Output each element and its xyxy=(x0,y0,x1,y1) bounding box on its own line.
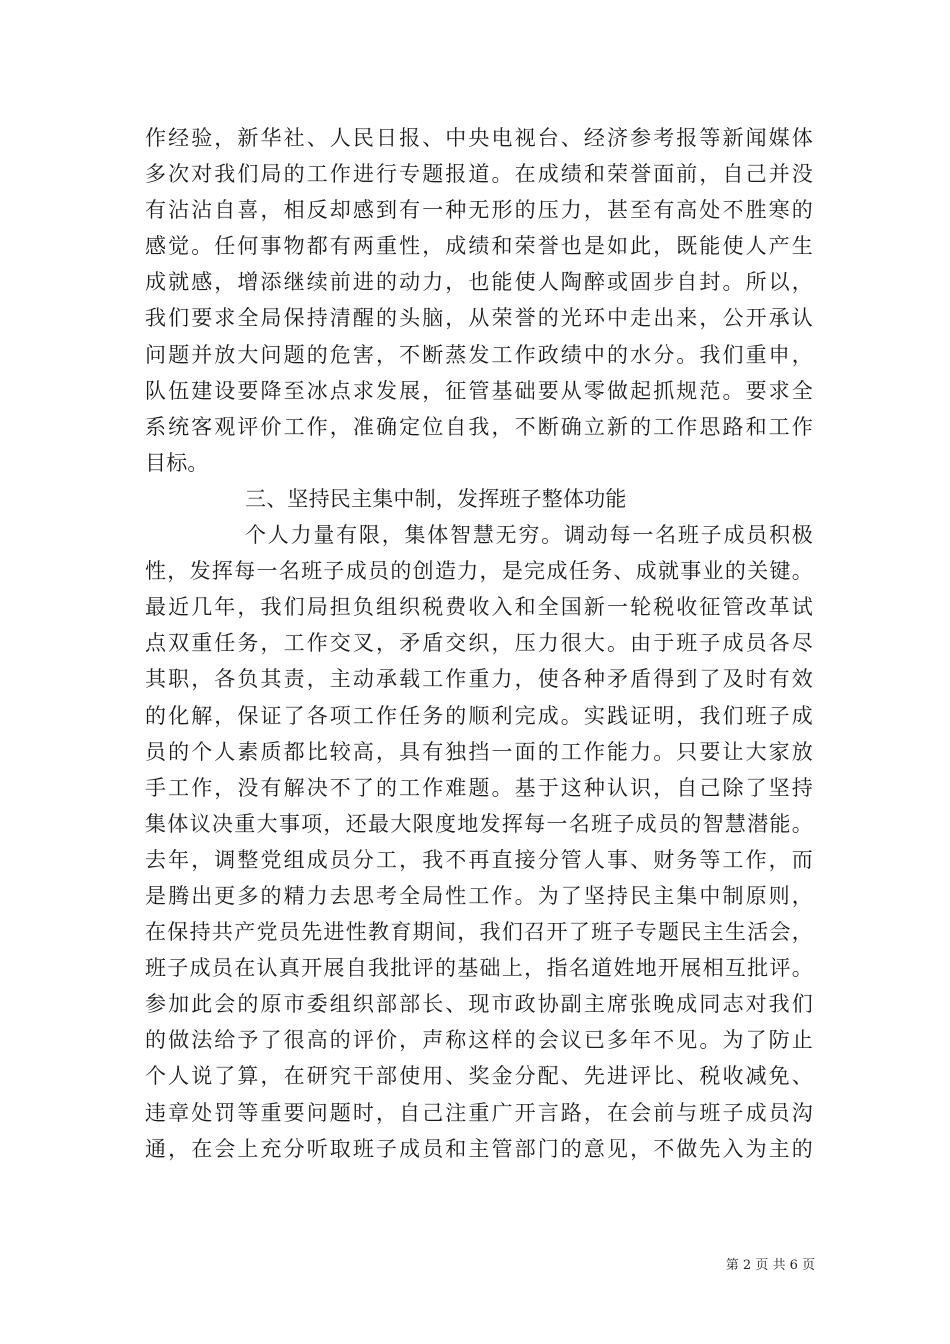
paragraph-line: 的化解，保证了各项工作任务的顺利完成。实践证明，我们班子成 xyxy=(145,703,813,728)
paragraph-line: 目标。 xyxy=(145,450,209,475)
paragraph-line: 感觉。任何事物都有两重性，成绩和荣誉也是如此，既能使人产生 xyxy=(145,234,813,259)
paragraph-line: 是腾出更多的精力去思考全局性工作。为了坚持民主集中制原则， xyxy=(145,883,813,908)
paragraph-line: 通，在会上充分听取班子成员和主管部门的意见，不做先入为主的 xyxy=(145,1136,813,1161)
paragraph-line: 的做法给予了很高的评价，声称这样的会议已多年不见。为了防止 xyxy=(145,1028,813,1053)
paragraph-line: 性，发挥每一名班子成员的创造力，是完成任务、成就事业的关键。 xyxy=(145,559,813,584)
paragraph-line: 违章处罚等重要问题时，自己注重广开言路，在会前与班子成员沟 xyxy=(145,1100,813,1125)
paragraph-line: 去年，调整党组成员分工，我不再直接分管人事、财务等工作，而 xyxy=(145,847,813,872)
paragraph-line: 集体议决重大事项，还最大限度地发挥每一名班子成员的智慧潜能。 xyxy=(145,811,813,836)
paragraph-line: 点双重任务，工作交叉，矛盾交织，压力很大。由于班子成员各尽 xyxy=(145,631,813,656)
paragraph-line: 我们要求全局保持清醒的头脑，从荣誉的光环中走出来，公开承认 xyxy=(145,306,813,331)
section-heading: 三、坚持民主集中制，发挥班子整体功能 xyxy=(245,486,627,511)
body-text xyxy=(145,120,813,1167)
paragraph-line: 个人说了算，在研究干部使用、奖金分配、先进评比、税收减免、 xyxy=(145,1064,813,1089)
paragraph-line: 成就感，增添继续前进的动力，也能使人陶醉或固步自封。所以， xyxy=(145,270,813,295)
paragraph-line: 班子成员在认真开展自我批评的基础上，指名道姓地开展相互批评。 xyxy=(145,956,813,981)
paragraph-line: 手工作，没有解决不了的工作难题。基于这种认识，自己除了坚持 xyxy=(145,775,813,800)
paragraph-line: 其职，各负其责，主动承载工作重力，使各种矛盾得到了及时有效 xyxy=(145,667,813,692)
paragraph-line: 个人力量有限，集体智慧无穷。调动每一名班子成员积极 xyxy=(245,523,813,548)
page-number: 第 2 页 共 6 页 xyxy=(725,1258,815,1273)
paragraph-line: 多次对我们局的工作进行专题报道。在成绩和荣誉面前，自己并没 xyxy=(145,162,813,187)
paragraph-line: 问题并放大问题的危害，不断蒸发工作政绩中的水分。我们重申， xyxy=(145,342,813,367)
paragraph-line: 队伍建设要降至冰点求发展，征管基础要从零做起抓规范。要求全 xyxy=(145,378,813,403)
paragraph-line: 在保持共产党员先进性教育期间，我们召开了班子专题民主生活会， xyxy=(145,920,813,945)
paragraph-line: 员的个人素质都比较高，具有独挡一面的工作能力。只要让大家放 xyxy=(145,739,813,764)
paragraph-line: 参加此会的原市委组织部部长、现市政协副主席张晚成同志对我们 xyxy=(145,992,813,1017)
paragraph-line: 最近几年，我们局担负组织税费收入和全国新一轮税收征管改革试 xyxy=(145,595,813,620)
paragraph-line: 作经验，新华社、人民日报、中央电视台、经济参考报等新闻媒体 xyxy=(145,126,813,150)
paragraph-line: 系统客观评价工作，准确定位自我，不断确立新的工作思路和工作 xyxy=(145,414,813,439)
paragraph-line: 有沾沾自喜，相反却感到有一种无形的压力，甚至有高处不胜寒的 xyxy=(145,198,813,223)
